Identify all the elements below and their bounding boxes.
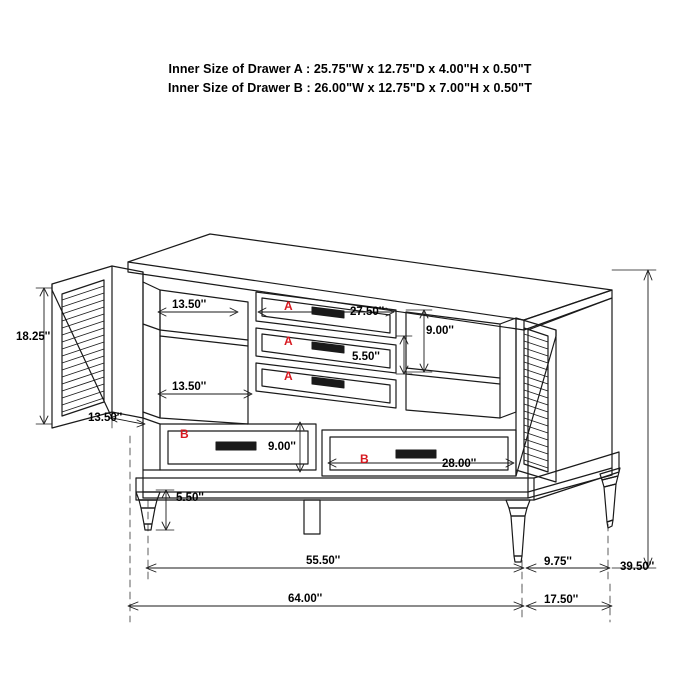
dim-leg-height: 5.50'': [176, 492, 204, 504]
right-door-open: [516, 318, 556, 482]
drawer-label-a3: A: [284, 369, 293, 383]
dim-left-shelf-width-bottom: 13.50'': [172, 381, 207, 393]
dim-drawer-b-left-height: 9.00'': [268, 441, 296, 453]
left-door-open: [52, 266, 143, 428]
dim-left-door-depth: 13.50'': [88, 412, 123, 424]
dim-side-depth-top: 9.75'': [544, 556, 572, 568]
legs: [136, 468, 620, 562]
right-compartment: [406, 312, 516, 418]
dim-drawer-b-right-width: 28.00'': [442, 458, 477, 470]
drawer-label-a1: A: [284, 299, 293, 313]
dim-right-cabinet-height: 9.00'': [426, 325, 454, 337]
dim-left-door-height: 18.25'': [16, 331, 51, 343]
dim-drawer-a-height: 5.50'': [352, 351, 380, 363]
dim-total-height: 39.50'': [620, 561, 655, 573]
drawer-label-a2: A: [284, 334, 293, 348]
dim-left-shelf-width-top: 13.50'': [172, 299, 207, 311]
dim-total-width: 64.00'': [288, 593, 323, 605]
drawer-label-b1: B: [180, 427, 189, 441]
dim-total-depth: 17.50'': [544, 594, 579, 606]
drawer-label-b2: B: [360, 452, 369, 466]
dim-drawer-a-width: 27.50'': [350, 306, 385, 318]
dimension-lines: [36, 270, 656, 622]
dim-front-width: 55.50'': [306, 555, 341, 567]
note-drawer-a: Inner Size of Drawer A : 25.75"W x 12.75"D x 4.00"H x 0.50"T: [168, 62, 532, 76]
note-drawer-b: Inner Size of Drawer B : 26.00"W x 12.75"D x 7.00"H x 0.50"T: [168, 81, 532, 95]
